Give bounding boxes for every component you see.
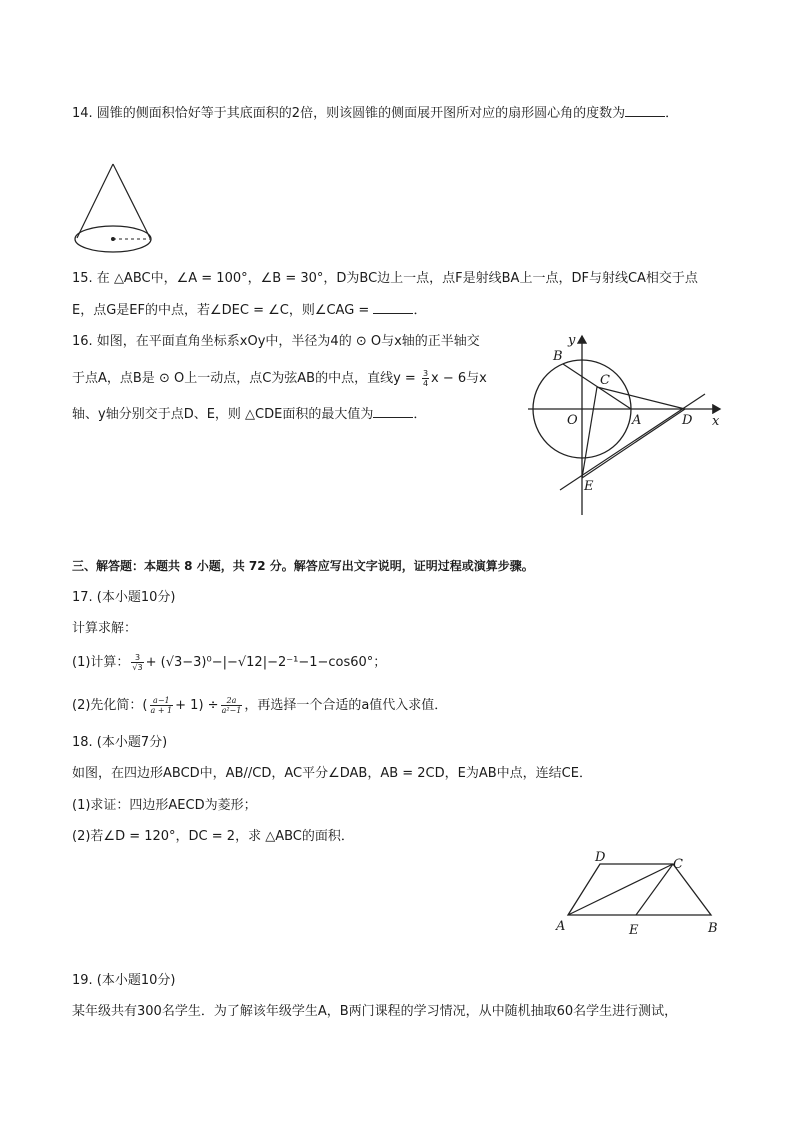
q18-part1: (1)求证：四边形AECD为菱形；: [72, 798, 257, 813]
fig16-label-B: B: [553, 349, 563, 364]
q17-p2-rest: ，再选择一个合适的a值代入求值．: [244, 698, 448, 713]
q17-part1: [72, 653, 386, 672]
q14-answer-blank: [625, 104, 665, 117]
cone-figure: [70, 160, 160, 260]
q14-text: 14. 圆锥的侧面积恰好等于其底面积的2倍，则该圆锥的侧面展开图所对应的扇形圆心角的度数为: [72, 106, 626, 121]
fig18-label-C: C: [673, 857, 683, 872]
question-16-line2: [72, 369, 487, 388]
question-16-line1: 16. 如图，在平面直角坐标系xOy中，半径为4的 ⊙ O与x轴的正半轴交: [72, 334, 480, 349]
q18-title: 18. (本小题7分): [72, 735, 168, 750]
q15-end: ．: [413, 303, 427, 318]
q19-text: 某年级共有300名学生．为了解该年级学生A，B两门课程的学习情况，从中随机抽取60名学生进行测试，: [72, 1004, 678, 1019]
fig16-label-E: E: [584, 479, 594, 494]
fig18-label-E: E: [629, 923, 639, 938]
question-15-line1: 15. 在 △ABC中，∠A = 100°，∠B = 30°，D为BC边上一点，点F是射线BA上一点，DF与射线CA相交于点: [72, 271, 698, 286]
fig18-label-A: A: [556, 919, 566, 934]
section-3-heading: 三、解答题：本题共 8 小题，共 72 分。解答应写出文字说明，证明过程或演算步骤。: [72, 559, 534, 573]
fig16-label-D: D: [682, 413, 693, 428]
fig16-label-O: O: [567, 413, 578, 428]
q17-p2-fraction1: $\frac{a-1}{a + 1}$: [150, 696, 173, 715]
q17-p2-mid: + 1) ÷: [175, 698, 219, 713]
q17-p1-label: (1)计算：: [72, 655, 130, 670]
q17-p1-fraction: $\frac{3}{√3}$: [132, 653, 143, 672]
question-15-line2: [72, 301, 426, 320]
q16-line2b: x − 6与x: [431, 371, 487, 386]
q15-line2-text: E，点G是EF的中点，若∠DEC = ∠C，则∠CAG =: [72, 303, 374, 318]
fig18-label-D: D: [595, 850, 606, 865]
q14-end: ．: [665, 106, 679, 121]
q18-intro: 如图，在四边形ABCD中，AB//CD，AC平分∠DAB，AB = 2CD，E为AB中点，连结CE．: [72, 766, 592, 781]
fig16-label-y: y: [568, 333, 576, 348]
fig18-label-B: B: [708, 921, 718, 936]
q17-part2: [72, 696, 447, 715]
quadrilateral-figure: [552, 848, 732, 943]
q17-p2-fraction2: $\frac{2a}{\text{a²−1}}$: [221, 696, 242, 715]
fig16-label-A: A: [632, 413, 642, 428]
q16-line2a: 于点A，点B是 ⊙ O上一动点，点C为弦AB的中点，直线y =: [72, 371, 420, 386]
q16-end: ．: [413, 407, 427, 422]
fig16-label-C: C: [600, 373, 610, 388]
question-14: [72, 104, 678, 123]
q16-fraction: $\frac{3}{4}$: [422, 369, 429, 388]
q19-title: 19. (本小题10分): [72, 973, 176, 988]
q16-answer-blank: [373, 405, 413, 418]
fig16-label-x: x: [712, 414, 720, 429]
q15-answer-blank: [373, 301, 413, 314]
q17-p1-rest: + (√3−3)⁰−|−√12|−2⁻¹−1−cos60°；: [145, 655, 387, 670]
q17-p2-label: (2)先化简：(: [72, 698, 148, 713]
q16-line3-text: 轴、y轴分别交于点D、E，则 △CDE面积的最大值为: [72, 407, 374, 422]
q17-title: 17. (本小题10分): [72, 590, 176, 605]
q17-intro: 计算求解：: [72, 621, 138, 636]
coordinate-circle-figure: [520, 330, 730, 520]
q18-part2: (2)若∠D = 120°，DC = 2，求 △ABC的面积．: [72, 829, 354, 844]
question-16-line3: [72, 405, 426, 424]
